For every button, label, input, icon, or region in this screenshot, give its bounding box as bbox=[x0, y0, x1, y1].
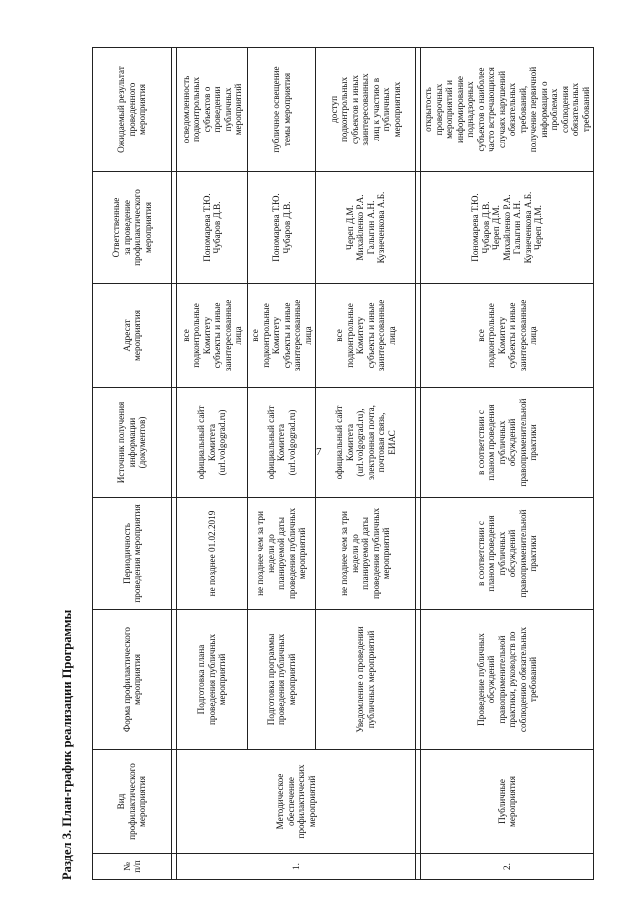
activity-period: не позднее чем за три недели до планируемой даты проведения публичных мероприятий bbox=[248, 498, 316, 610]
addressee: все подконтрольные Комитету субъекты и иные заинтересованные лица bbox=[177, 284, 248, 388]
header-cell: Форма профилактического мероприятия bbox=[93, 610, 172, 750]
activity-form: Подготовка программы проведения публичных мероприятий bbox=[248, 610, 316, 750]
info-source: официальный сайт Комитета (url.volgograd.ru) bbox=[177, 388, 248, 498]
header-cell: Ожидаемый результат проведенного мероприятия bbox=[93, 48, 172, 172]
row-number: 2. bbox=[421, 854, 594, 880]
activity-form: Подготовка плана проведения публичных мероприятий bbox=[177, 610, 248, 750]
addressee: все подконтрольные Комитету субъекты и иные заинтересованные лица bbox=[248, 284, 316, 388]
header-cell: Вид профилактического мероприятия bbox=[93, 750, 172, 854]
section-title: Раздел 3. План-график реализации Программы bbox=[60, 609, 74, 880]
activity-period: в соответствии с планом проведения публичных обсуждений правоприменительной практики bbox=[421, 498, 594, 610]
activity-type: Методическое обеспечение профилактических мероприятий bbox=[177, 750, 416, 854]
page-number: 7 bbox=[316, 446, 322, 458]
expected-result: доступ подконтрольных субъектов и иных заинтересованных лиц к участию в публичных мероприятиях bbox=[316, 48, 416, 172]
header-cell: Источник получения информации (документов) bbox=[93, 388, 172, 498]
rotated-page-content bbox=[60, 40, 630, 880]
expected-result: открытость проверочных мероприятий и информирование поднадзорных субъектов о наиболее часто встречающихся случаях нарушений обязательных требований, получение первичной информации о проблемах соблюдения обязательных требований bbox=[421, 48, 594, 172]
info-source: официальный сайт Комитета (url.volgograd.ru) bbox=[248, 388, 316, 498]
activity-form: Проведение публичных обсуждений правоприменительной практики, руководств по соблюдению обязательных требований bbox=[421, 610, 594, 750]
expected-result: осведомленность подконтрольных субъектов о проведении публичных мероприятий bbox=[177, 48, 248, 172]
header-cell: Адресат мероприятия bbox=[93, 284, 172, 388]
info-source: официальный сайт Комитета (url.volgograd.ru), электронная почта, почтовая связь, ЕИАС bbox=[316, 388, 416, 498]
header-row bbox=[93, 48, 172, 880]
responsible: Пономарева Т.Ю. Чубаров Д.В. bbox=[177, 172, 248, 284]
activity-form: Уведомление о проведении публичных мероприятий bbox=[316, 610, 416, 750]
table-row bbox=[177, 48, 248, 880]
activity-type: Публичные мероприятия bbox=[421, 750, 594, 854]
header-cell: Ответственные за проведение профилактического мероприятия bbox=[93, 172, 172, 284]
addressee: все подконтрольные Комитету субъекты и иные заинтересованные лица bbox=[316, 284, 416, 388]
header-cell: № п/п bbox=[93, 854, 172, 880]
header-cell: Периодичность проведения мероприятия bbox=[93, 498, 172, 610]
addressee: все подконтрольные Комитету субъекты и иные заинтересованные лица bbox=[421, 284, 594, 388]
row-number: 1. bbox=[177, 854, 416, 880]
responsible: Череп Д.М. Михайленко Р.А. Галыгин А.Н. Кузнеченкова А.Б. bbox=[316, 172, 416, 284]
responsible: Пономарева Т.Ю. Чубаров Д.В. bbox=[248, 172, 316, 284]
activity-period: не позднее 01.02.2019 bbox=[177, 498, 248, 610]
plan-schedule-table bbox=[92, 47, 594, 880]
table-row bbox=[421, 48, 594, 880]
activity-period: не позднее чем за три недели до планируемой даты проведения публичных мероприятий bbox=[316, 498, 416, 610]
responsible: Пономарева Т.Ю. Чубаров Д.В. Череп Д.М. Михайленко Р.А. Галыгин А.Н. Кузнеченкова А.Б. Череп Д.М. bbox=[421, 172, 594, 284]
info-source: в соответствии с планом проведения публичных обсуждений правоприменительной практики bbox=[421, 388, 594, 498]
expected-result: публичное освещение темы мероприятия bbox=[248, 48, 316, 172]
